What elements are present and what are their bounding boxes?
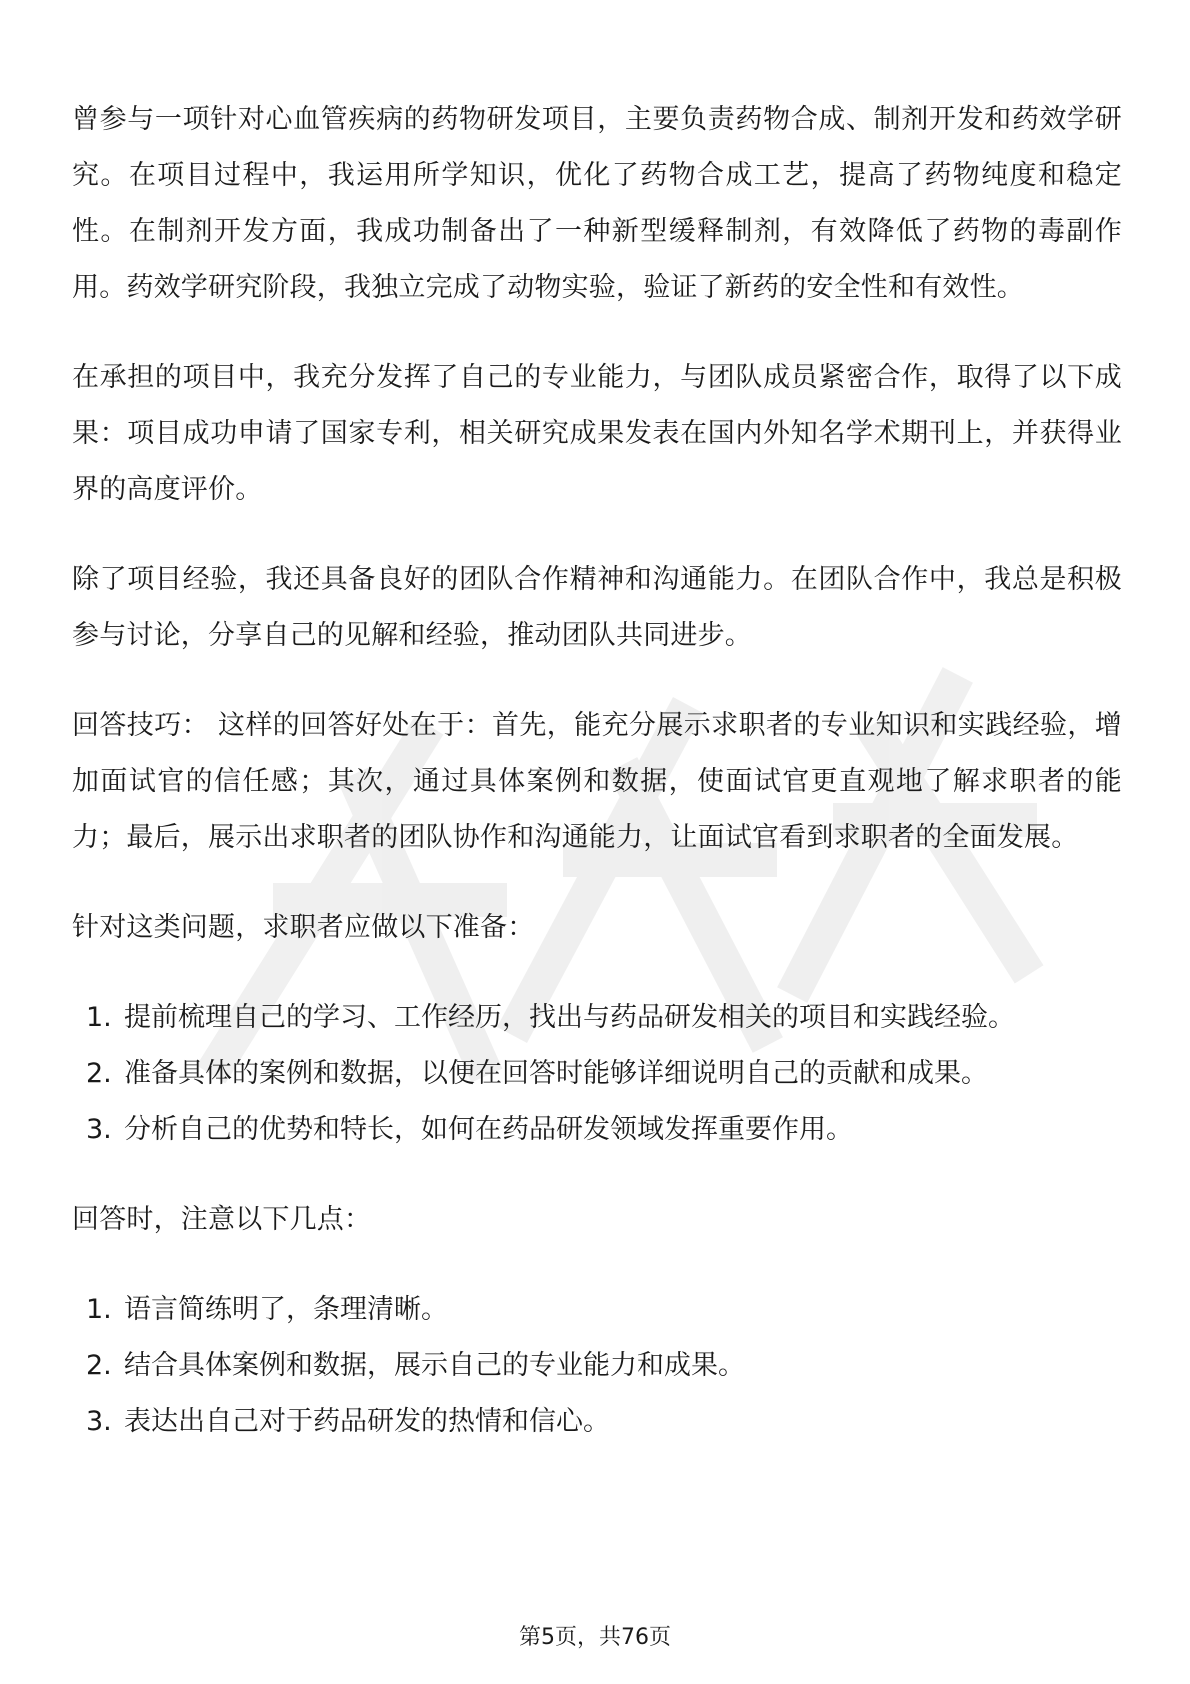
prep-list bbox=[72, 990, 1122, 1158]
paragraph-teamwork: 除了项目经验，我还具备良好的团队合作精神和沟通能力。在团队合作中，我总是积极参与讨论，分享自己的见解和经验，推动团队共同进步。 bbox=[72, 564, 1122, 651]
list-item bbox=[72, 1282, 1122, 1338]
list-item-number: 3. bbox=[86, 1114, 112, 1145]
list-item-number: 1. bbox=[86, 1002, 112, 1033]
list-item-text: 提前梳理自己的学习、工作经历，找出与药品研发相关的项目和实践经验。 bbox=[124, 1002, 1015, 1033]
paragraph-project-experience: 曾参与一项针对心血管疾病的药物研发项目，主要负责药物合成、制剂开发和药效学研究。在项目过程中，我运用所学知识，优化了药物合成工艺，提高了药物纯度和稳定性。在制剂开发方面，我成功制备出了一种新型缓释制剂，有效降低了药物的毒副作用。药效学研究阶段，我独立完成了动物实验，验证了新药的安全性和有效性。 bbox=[72, 104, 1122, 303]
list-item-number: 3. bbox=[86, 1406, 112, 1437]
notes-list bbox=[72, 1282, 1122, 1450]
list-item bbox=[72, 1046, 1122, 1102]
list-item-text: 分析自己的优势和特长，如何在药品研发领域发挥重要作用。 bbox=[124, 1114, 853, 1145]
paragraph-achievements: 在承担的项目中，我充分发挥了自己的专业能力，与团队成员紧密合作，取得了以下成果：项目成功申请了国家专利，相关研究成果发表在国内外知名学术期刊上，并获得业界的高度评价。 bbox=[72, 362, 1122, 505]
list-item-number: 2. bbox=[86, 1058, 112, 1089]
list-item bbox=[72, 1102, 1122, 1158]
list-item bbox=[72, 1338, 1122, 1394]
list-item-text: 结合具体案例和数据，展示自己的专业能力和成果。 bbox=[124, 1350, 745, 1381]
list-item-number: 2. bbox=[86, 1350, 112, 1381]
page-number: 第5页，共76页 bbox=[519, 1625, 671, 1650]
paragraph-answer-tips: 回答技巧： 这样的回答好处在于：首先，能充分展示求职者的专业知识和实践经验，增加面试官的信任感；其次，通过具体案例和数据，使面试官更直观地了解求职者的能力；最后，展示出求职者的团队协作和沟通能力，让面试官看到求职者的全面发展。 bbox=[72, 710, 1122, 853]
list-item-text: 表达出自己对于药品研发的热情和信心。 bbox=[124, 1406, 610, 1437]
list-item-text: 准备具体的案例和数据，以便在回答时能够详细说明自己的贡献和成果。 bbox=[124, 1058, 988, 1089]
main-content bbox=[72, 92, 1122, 1484]
list-item-number: 1. bbox=[86, 1294, 112, 1325]
paragraph-notes-intro: 回答时，注意以下几点： bbox=[72, 1204, 372, 1235]
paragraph-prep-intro: 针对这类问题，求职者应做以下准备： bbox=[72, 912, 535, 943]
list-item bbox=[72, 990, 1122, 1046]
list-item-text: 语言简练明了，条理清晰。 bbox=[124, 1294, 448, 1325]
list-item bbox=[72, 1394, 1122, 1450]
